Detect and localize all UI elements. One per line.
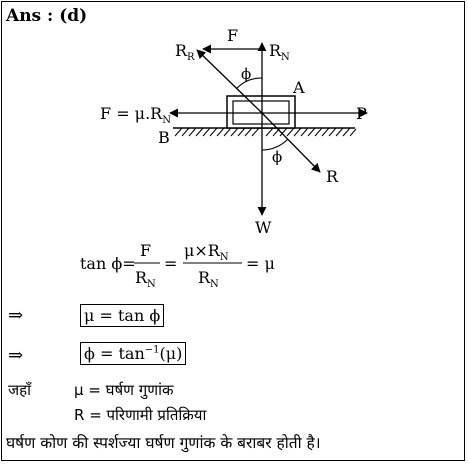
frac1-den: $R_N$ xyxy=(135,268,156,290)
where-line-2: R = परिणामी प्रतिक्रिया xyxy=(74,406,207,424)
label-phi-top: ϕ xyxy=(241,65,252,83)
eq1: = xyxy=(164,254,178,273)
main-equation xyxy=(0,238,468,294)
label-point-a: A xyxy=(293,78,305,97)
result-box-1 xyxy=(80,304,164,327)
label-phi-bottom: ϕ xyxy=(272,148,283,166)
label-weight: W xyxy=(255,218,272,237)
ground-surface xyxy=(173,128,356,136)
label-point-b: B xyxy=(158,128,170,147)
implies-arrow-2: ⇒ xyxy=(8,345,24,366)
label-resultant-bottom: R xyxy=(326,167,339,186)
frac2-num: $\mu\times R_N$ xyxy=(184,241,229,263)
conclusion-text: घर्षण कोण की स्पर्शज्या घर्षण गुणांक के बराबर होती है। xyxy=(6,434,321,452)
eq-rhs: = μ xyxy=(246,254,275,273)
result-expr-2-post: (μ) xyxy=(159,344,183,363)
frac2-den: $R_N$ xyxy=(198,268,219,290)
where-label: जहाँ xyxy=(8,381,31,399)
label-resultant-top: $R_R$ xyxy=(175,41,195,63)
label-normal: $R_N$ xyxy=(269,41,290,63)
frac1-num: F xyxy=(140,241,152,260)
implies-arrow-1: ⇒ xyxy=(8,305,24,326)
label-push: P xyxy=(356,104,367,123)
result-expr-2-pre: ϕ = tan xyxy=(84,344,145,363)
result-expr-2-sup: −1 xyxy=(144,344,160,356)
label-applied-left: $F = \mu.R_N$ xyxy=(100,104,171,126)
eq-lhs: tan ϕ= xyxy=(80,254,136,273)
result-expr-1: μ = tan ϕ xyxy=(84,306,161,325)
result-box-2 xyxy=(80,342,186,365)
answer-heading: Ans : (d) xyxy=(6,6,88,26)
label-friction: F xyxy=(227,26,239,45)
where-line-1: μ = घर्षण गुणांक xyxy=(74,381,174,399)
